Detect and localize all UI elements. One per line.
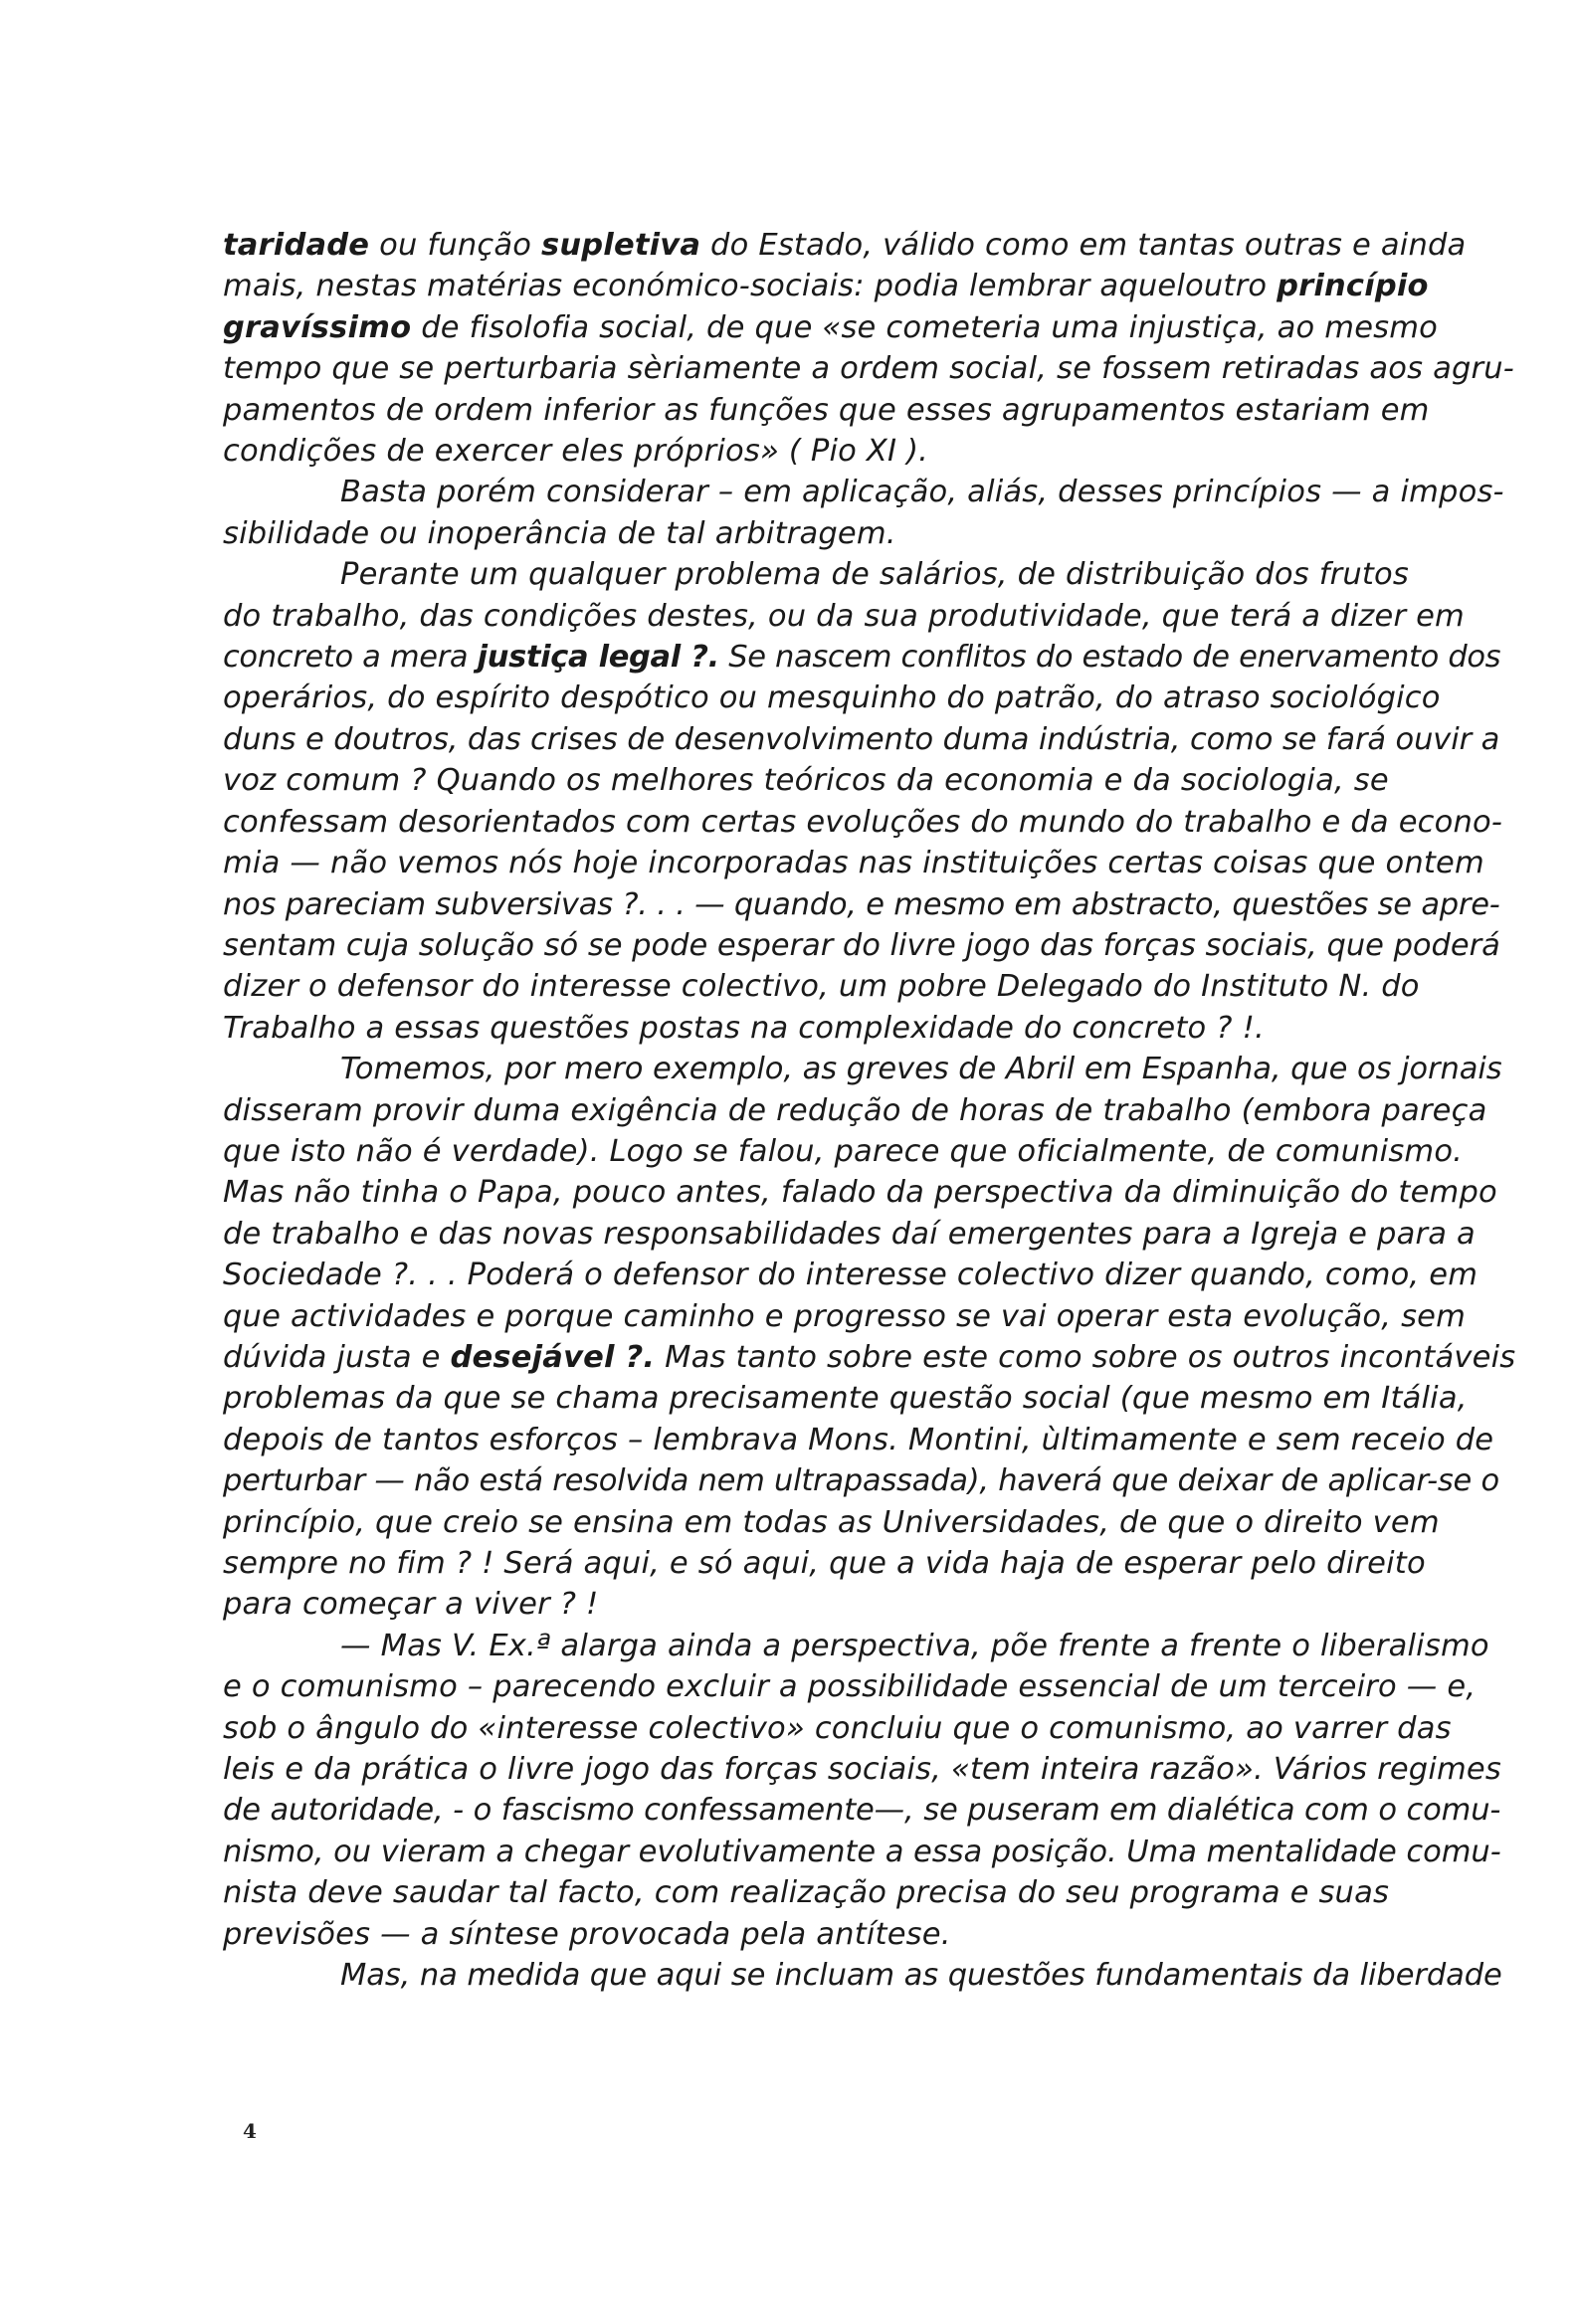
text-line (223, 596, 1516, 637)
text-line (223, 1872, 1516, 1913)
text-line (223, 1296, 1516, 1337)
text-run: confessam desorientados com certas evoluções do mundo do trabalho e da econo- (223, 804, 1503, 840)
text-line (223, 1914, 1516, 1955)
text-line (223, 1378, 1516, 1419)
text-line (223, 1008, 1516, 1049)
text-line (223, 1584, 1516, 1625)
text-run: condições de exercer eles próprios» ( Pio XI ). (223, 434, 929, 470)
text-line (223, 1049, 1516, 1089)
text-run: Trabalho a essas questões postas na complexidade do concreto ? !. (223, 1010, 1265, 1046)
text-line (223, 1172, 1516, 1213)
text-run: nista deve saudar tal facto, com realização precisa do seu programa e suas (223, 1875, 1390, 1911)
page-number: 4 (243, 2119, 257, 2143)
text-run: nos pareciam subversivas ?. . . — quando, e mesmo em abstracto, questões se apre- (223, 886, 1500, 922)
text-line (223, 513, 1516, 554)
text-run: voz comum ? Quando os melhores teóricos da economia e da sociologia, se (223, 763, 1389, 799)
text-line (223, 1790, 1516, 1831)
text-run: ou função (369, 228, 541, 263)
text-run: Mas tanto sobre este como sobre os outros incontáveis (655, 1339, 1516, 1375)
text-line (223, 1749, 1516, 1790)
text-run: problemas da que se chama precisamente questão social (que mesmo em Itália, (223, 1381, 1468, 1417)
text-line (223, 843, 1516, 883)
text-run: Basta porém considerar – em aplicação, aliás, desses princípios — a impos- (340, 475, 1504, 510)
text-line (223, 390, 1516, 431)
text-run: sempre no fim ? ! Será aqui, e só aqui, que a vida haja de esperar pelo direito (223, 1546, 1426, 1581)
text-run: previsões — a síntese provocada pela antítese. (223, 1916, 951, 1952)
text-run: depois de tantos esforços – lembrava Mons. Montini, ùltimamente e sem receio de (223, 1422, 1494, 1457)
text-line (223, 1214, 1516, 1255)
text-line (223, 719, 1516, 760)
text-line (223, 1255, 1516, 1295)
text-line (223, 1502, 1516, 1543)
text-line (223, 1460, 1516, 1501)
bold-text-run: desejável ?. (450, 1339, 656, 1375)
text-line (223, 472, 1516, 512)
bold-text-run: princípio (1277, 269, 1429, 304)
text-line (223, 678, 1516, 718)
text-run: que actividades e porque caminho e progresso se vai operar esta evolução, sem (223, 1298, 1467, 1334)
text-run: de fisolofia social, de que «se cometeria uma injustiça, ao mesmo (411, 309, 1439, 345)
text-run: dizer o defensor do interesse colectivo, um pobre Delegado do Instituto N. do (223, 969, 1420, 1005)
bold-text-run: justiça legal ?. (477, 640, 719, 676)
text-line (223, 1131, 1516, 1172)
text-line (223, 554, 1516, 595)
text-line (223, 966, 1516, 1007)
paragraph (223, 472, 1516, 554)
text-run: sibilidade ou inoperância de tal arbitragem. (223, 515, 896, 551)
text-run: Se nascem conflitos do estado de enervamento dos (718, 640, 1501, 676)
text-run: de trabalho e das novas responsabilidades daí emergentes para a Igreja e para a (223, 1216, 1476, 1252)
text-line (223, 802, 1516, 843)
text-run: Mas, na medida que aqui se incluam as questões fundamentais da liberdade (340, 1958, 1502, 1994)
text-run: Mas não tinha o Papa, pouco antes, falado da perspectiva da diminuição do tempo (223, 1175, 1497, 1211)
text-run: pamentos de ordem inferior as funções que esses agrupamentos estariam em (223, 392, 1430, 428)
text-line (223, 266, 1516, 306)
text-run: duns e doutros, das crises de desenvolvimento duma indústria, como se fará ouvir a (223, 721, 1500, 757)
text-run: nismo, ou vieram a chegar evolutivamente a essa posição. Uma mentalidade comu- (223, 1834, 1501, 1869)
text-line (223, 431, 1516, 472)
text-line (223, 1708, 1516, 1749)
bold-text-run: gravíssimo (223, 309, 412, 345)
paragraph (223, 1049, 1516, 1626)
text-run: perturbar — não está resolvida nem ultrapassada), haverá que deixar de aplicar-se o (223, 1463, 1499, 1499)
text-run: disseram provir duma exigência de redução de horas de trabalho (embora pareça (223, 1092, 1487, 1128)
text-line (223, 348, 1516, 389)
page-body-text (223, 225, 1516, 1996)
text-run: tempo que se perturbaria sèriamente a ordem social, se fossem retiradas aos agru- (223, 351, 1515, 387)
text-run: princípio, que creio se ensina em todas as Universidades, de que o direito vem (223, 1504, 1440, 1540)
text-run: sob o ângulo do «interesse colectivo» concluiu que o comunismo, ao varrer das (223, 1710, 1452, 1746)
text-run: de autoridade, - o fascismo confessamente—, se puseram em dialética com o comu- (223, 1793, 1501, 1829)
paragraph (223, 225, 1516, 472)
text-line (223, 1543, 1516, 1584)
text-run: operários, do espírito despótico ou mesquinho do patrão, do atraso sociológico (223, 680, 1441, 716)
text-run: dúvida justa e (223, 1339, 451, 1375)
text-line (223, 1090, 1516, 1131)
text-line (223, 760, 1516, 801)
text-line (223, 637, 1516, 678)
text-line (223, 1955, 1516, 1996)
text-run: leis e da prática o livre jogo das forças sociais, «tem inteira razão». Vários regimes (223, 1752, 1501, 1788)
text-line (223, 307, 1516, 348)
text-run: mais, nestas matérias económico-sociais: podia lembrar aqueloutro (223, 269, 1278, 304)
bold-text-run: taridade (223, 228, 370, 263)
text-run: Sociedade ?. . . Poderá o defensor do interesse colectivo dizer quando, como, em (223, 1258, 1478, 1293)
text-run: do trabalho, das condições destes, ou da sua produtividade, que terá a dizer em (223, 598, 1465, 634)
paragraph (223, 1626, 1516, 1955)
bold-text-run: supletiva (541, 228, 701, 263)
text-line (223, 1626, 1516, 1666)
text-line (223, 884, 1516, 925)
text-run: e o comunismo – parecendo excluir a possibilidade essencial de um terceiro — e, (223, 1669, 1477, 1705)
text-line (223, 1832, 1516, 1872)
text-run: sentam cuja solução só se pode esperar do livre jogo das forças sociais, que poderá (223, 927, 1500, 963)
paragraph (223, 554, 1516, 1049)
text-run: que isto não é verdade). Logo se falou, parece que oficialmente, de comunismo. (223, 1133, 1464, 1169)
text-run: mia — não vemos nós hoje incorporadas nas instituições certas coisas que ontem (223, 846, 1484, 881)
text-run: concreto a mera (223, 640, 478, 676)
text-line (223, 1666, 1516, 1707)
text-line (223, 1420, 1516, 1460)
text-run: Tomemos, por mero exemplo, as greves de Abril em Espanha, que os jornais (340, 1052, 1502, 1087)
text-run: — Mas V. Ex.ª alarga ainda a perspectiva, põe frente a frente o liberalismo (340, 1628, 1489, 1663)
text-run: do Estado, válido como em tantas outras e ainda (700, 228, 1467, 263)
paragraph (223, 1955, 1516, 1996)
text-run: para começar a viver ? ! (223, 1587, 599, 1623)
text-line (223, 925, 1516, 966)
text-line (223, 1337, 1516, 1378)
text-line (223, 225, 1516, 266)
text-run: Perante um qualquer problema de salários, de distribuição dos frutos (340, 557, 1410, 593)
